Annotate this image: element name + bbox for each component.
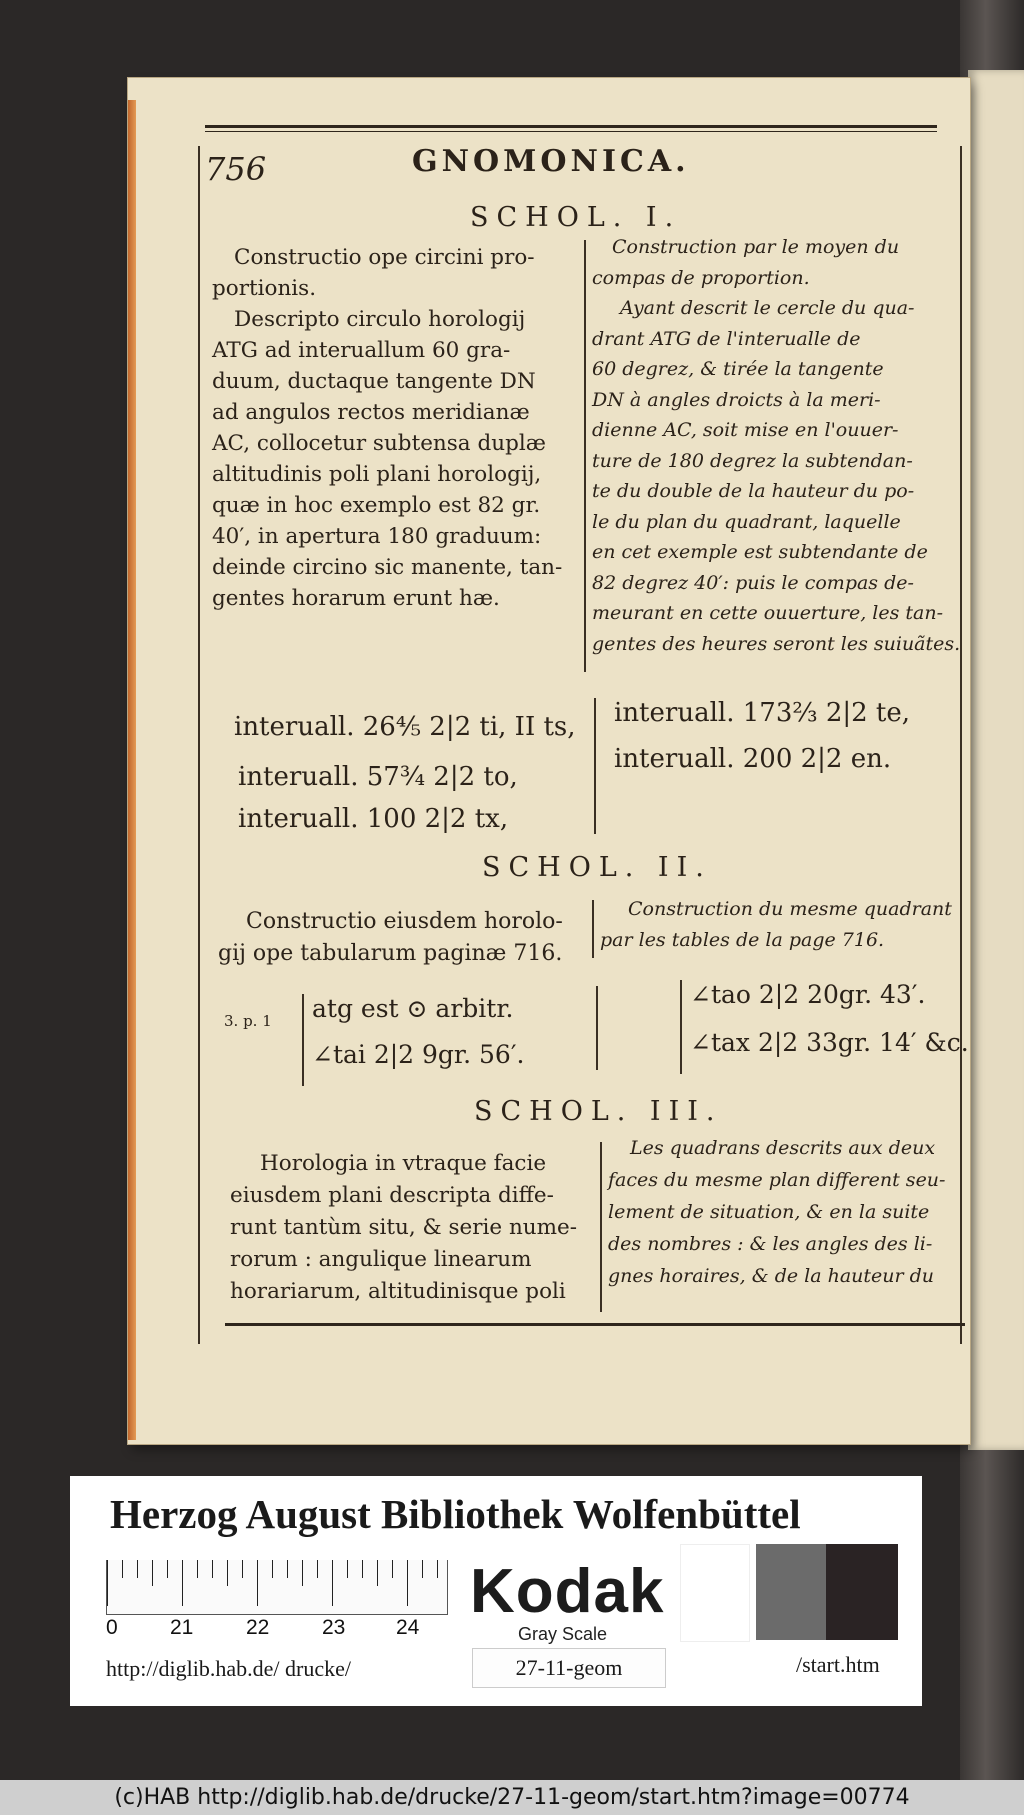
swatch-gray [756,1544,826,1640]
text-line: AC, collocetur subtensa duplæ [212,431,546,456]
ruler-tick [242,1560,243,1578]
ruler-tick [257,1560,258,1606]
table-row-right-2: ∠tax 2|2 33gr. 14′ &c. [690,1028,969,1057]
text-line: DN à angles droicts à la meri- [592,388,881,411]
kodak-logo: Kodak [470,1557,665,1626]
schol-3-heading: SCHOL. III. [474,1096,723,1127]
ruler-number: 21 [170,1616,194,1639]
ruler-tick [422,1560,423,1578]
schol-3-latin [230,1148,577,1308]
url-left: http://diglib.hab.de/ drucke/ [106,1656,352,1681]
swatch-white [680,1544,750,1642]
margin-note: 3. p. 1 [224,1012,272,1030]
text-line: horariarum, altitudinisque poli [230,1279,566,1304]
ruler-number: 24 [396,1616,420,1639]
text-line: portionis. [212,276,317,301]
text-line: Constructio eiusdem horolo- [246,909,563,934]
ruler-tick [287,1560,288,1578]
column-divider [584,240,586,672]
text-line: lement de situation, & en la suite [608,1201,930,1223]
ruler-tick [152,1560,153,1586]
page-number: 756 [205,150,267,188]
text-line: des nombres : & les angles des li- [608,1233,933,1255]
table-row-left-1: atg est ⊙ arbitr. [312,994,514,1023]
formula-left-2: interuall. 57¾ 2|2 to, [238,762,518,792]
url-right: /start.htm [796,1652,880,1677]
text-line: par les tables de la page 716. [600,928,885,951]
top-rule [205,125,937,128]
text-line: dienne AC, soit mise en l'ouuer- [592,419,899,441]
text-line: Construction par le moyen du [612,236,900,258]
table-row-left-2: ∠tai 2|2 9gr. 56′. [312,1040,525,1069]
text-line: te du double de la hauteur du po- [592,480,915,502]
grayscale-label: Gray Scale [518,1624,608,1644]
text-line: 82 degrez 40′: puis le compas de- [592,571,914,594]
ruler-tick [212,1560,213,1578]
formula-right-1: interuall. 173⅔ 2|2 te, [614,698,911,728]
facing-page-edge [968,70,1024,1450]
url-mid: 27-11-geom [472,1648,666,1688]
text-line: gnes horaires, & de la hauteur du [608,1265,935,1287]
ruler-number: 23 [322,1616,346,1639]
text-line: drant ATG de l'interualle de [592,327,861,350]
text-line: 40′, in apertura 180 graduum: [212,524,542,549]
ruler-tick [182,1560,183,1606]
text-line: deinde circino sic manente, tan- [212,555,563,580]
text-line: le du plan du quadrant, laquelle [592,510,901,533]
top-rule-thin [205,131,937,132]
schol-1-french [592,232,960,659]
column-divider [592,900,594,958]
ruler-tick [272,1560,273,1578]
ruler [106,1560,448,1615]
text-line: eiusdem plani descripta diffe- [230,1183,554,1208]
text-line: compas de proportion. [592,266,810,289]
schol-3-french [608,1132,945,1292]
text-line: gij ope tabularum paginæ 716. [218,941,563,966]
running-head: GNOMONICA. [412,144,690,179]
ruler-tick [332,1560,333,1606]
formula-left-1: interuall. 26⅘ 2|2 ti, II ts, [234,712,576,742]
text-line: Construction du mesme quadrant [628,898,952,920]
formula-right-2: interuall. 200 2|2 en. [614,744,892,774]
swatch-black [826,1544,898,1640]
formula-divider [594,698,596,834]
text-line: ture de 180 degrez la subtendan- [592,449,913,472]
text-line: 60 degrez, & tirée la tangente [592,358,884,380]
schol-2-heading: SCHOL. II. [482,852,712,883]
ruler-number: 22 [246,1616,270,1639]
column-divider [600,1142,602,1312]
ruler-tick [347,1560,348,1578]
ruler-tick [377,1560,378,1586]
text-line: quæ in hoc exemplo est 82 gr. [212,493,541,518]
copyright-footer: (c)HAB http://diglib.hab.de/drucke/27-11-geom/start.htm?image=00774 [0,1780,1024,1815]
schol-1-heading: SCHOL. I. [470,202,682,233]
schol-2-french [600,894,952,955]
text-line: meurant en cette ouuerture, les tan- [592,602,944,624]
ruler-tick [392,1560,393,1578]
text-line: duum, ductaque tangente DN [212,369,536,394]
bracket [680,980,682,1074]
text-line: altitudinis poli plani horologij, [212,462,542,487]
schol-1-latin [212,242,562,614]
text-line: en cet exemple est subtendante de [592,541,928,563]
text-line: gentes des heures seront les suiuãtes. [592,632,961,655]
formula-left-3: interuall. 100 2|2 tx, [238,804,509,834]
ruler-tick [302,1560,303,1586]
schol-2-latin [218,906,563,970]
ruler-tick [137,1560,138,1578]
text-line: faces du mesme plan different seu- [608,1169,946,1191]
page-edge [128,100,136,1440]
bracket [596,986,598,1070]
text-line: Constructio ope circini pro- [234,245,535,270]
ruler-tick [122,1560,123,1578]
ruler-tick [227,1560,228,1586]
ruler-tick [107,1560,108,1606]
text-line: Horologia in vtraque facie [260,1151,547,1176]
ruler-tick [437,1560,438,1578]
ruler-tick [197,1560,198,1578]
bottom-rule [225,1323,965,1326]
ruler-tick [317,1560,318,1578]
text-line: runt tantùm situ, & serie nume- [230,1215,578,1240]
ruler-tick [362,1560,363,1578]
text-line: gentes horarum erunt hæ. [212,586,500,611]
ruler-tick [167,1560,168,1578]
library-card [70,1476,922,1706]
text-line: ATG ad interuallum 60 gra- [212,338,511,363]
text-line: Descripto circulo horologij [234,307,526,332]
text-line: ad angulos rectos meridianæ [212,400,530,425]
bracket [302,994,304,1086]
library-name: Herzog August Bibliothek Wolfenbüttel [110,1491,801,1537]
text-line: Les quadrans descrits aux deux [630,1137,936,1159]
text-line: Ayant descrit le cercle du qua- [620,297,915,319]
ruler-number: 0 [106,1616,118,1639]
table-row-right-1: ∠tao 2|2 20gr. 43′. [690,980,926,1009]
text-line: rorum : angulique linearum [230,1247,532,1272]
ruler-tick [407,1560,408,1606]
